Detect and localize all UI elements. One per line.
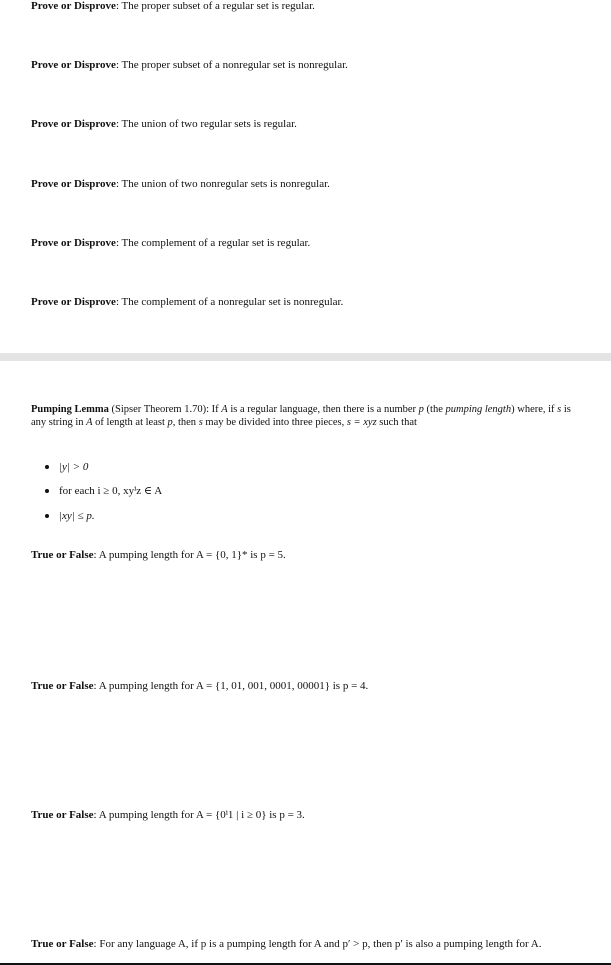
lemma-text: may be divided into three pieces, <box>205 417 345 428</box>
bullet-icon <box>45 514 49 518</box>
condition-item <box>45 461 88 474</box>
prove-text: The proper subset of a regular set is regular. <box>121 0 315 12</box>
bullet-icon <box>45 465 49 469</box>
prove-item-5: Prove or Disprove: The complement of a regular set is regular. <box>31 237 311 249</box>
prove-label: Prove or Disprove <box>31 237 116 249</box>
tf-text: For any language A, if p is a pumping length for A and p′ > p, then p′ is also a pumping length for A. <box>99 938 542 950</box>
prove-item-4: Prove or Disprove: The union of two nonregular sets is nonregular. <box>31 178 330 190</box>
condition-item <box>45 510 95 523</box>
lemma-text: of length at least <box>95 417 165 428</box>
pumping-lemma-paragraph <box>31 403 587 429</box>
prove-item-2: Prove or Disprove: The proper subset of a nonregular set is nonregular. <box>31 59 348 71</box>
prove-item-1: Prove or Disprove: The proper subset of a regular set is regular. <box>31 0 315 12</box>
tf-item-1: True or False: A pumping length for A = {0, 1}* is p = 5. <box>31 549 286 561</box>
tf-item-3: True or False: A pumping length for A = {0ⁱ1 | i ≥ 0} is p = 3. <box>31 809 305 821</box>
tf-label: True or False <box>31 809 94 821</box>
condition-item <box>45 485 162 498</box>
math-A: A <box>86 417 93 428</box>
tf-label: True or False <box>31 938 94 950</box>
math-s: s <box>557 404 562 415</box>
condition-text: |xy| ≤ p. <box>59 510 95 522</box>
lemma-text: ) where, if <box>511 404 555 415</box>
tf-label: True or False <box>31 680 94 692</box>
section-divider <box>0 353 611 361</box>
tf-text: A pumping length for A = {1, 01, 001, 0001, 00001} is p = 4. <box>98 680 369 692</box>
tf-text: A pumping length for A = {0ⁱ1 | i ≥ 0} is p = 3. <box>98 809 305 821</box>
lemma-citation: (Sipser Theorem 1.70): If <box>111 404 219 415</box>
lemma-text: such that <box>379 417 417 428</box>
prove-label: Prove or Disprove <box>31 296 116 308</box>
condition-text: |y| > 0 <box>59 461 89 473</box>
lemma-text: (the <box>426 404 443 415</box>
prove-text: The complement of a regular set is regular. <box>121 237 311 249</box>
math-p: p <box>167 417 173 428</box>
math-A: A <box>221 404 228 415</box>
lemma-emphasis: pumping <box>445 404 483 415</box>
prove-text: The complement of a nonregular set is nonregular. <box>121 296 344 308</box>
prove-item-6: Prove or Disprove: The complement of a nonregular set is nonregular. <box>31 296 344 308</box>
lemma-label: Pumping Lemma <box>31 404 109 415</box>
math-equation: s = xyz <box>346 417 377 428</box>
prove-item-3: Prove or Disprove: The union of two regular sets is regular. <box>31 118 297 130</box>
lemma-text: is a regular language, then there is a number <box>230 404 417 415</box>
lemma-text: is any string in <box>31 404 571 428</box>
lemma-text: , then <box>172 417 197 428</box>
prove-label: Prove or Disprove <box>31 0 116 12</box>
prove-text: The union of two regular sets is regular. <box>121 118 297 130</box>
prove-text: The union of two nonregular sets is nonregular. <box>121 178 330 190</box>
condition-text: for each i ≥ 0, xyⁱz ∈ A <box>59 485 163 497</box>
tf-text: A pumping length for A = {0, 1}* is p = 5. <box>98 549 286 561</box>
prove-label: Prove or Disprove <box>31 59 116 71</box>
tf-label: True or False <box>31 549 94 561</box>
lemma-emphasis: length <box>484 404 512 415</box>
prove-label: Prove or Disprove <box>31 118 116 130</box>
tf-item-2: True or False: A pumping length for A = {1, 01, 001, 0001, 00001} is p = 4. <box>31 680 369 692</box>
bullet-icon <box>45 489 49 493</box>
math-s: s <box>198 417 203 428</box>
prove-label: Prove or Disprove <box>31 178 116 190</box>
prove-text: The proper subset of a nonregular set is nonregular. <box>121 59 348 71</box>
math-p: p <box>418 404 424 415</box>
tf-item-4: True or False: For any language A, if p is a pumping length for A and p′ > p, then p′ is also a pumping length for A. <box>31 938 542 950</box>
